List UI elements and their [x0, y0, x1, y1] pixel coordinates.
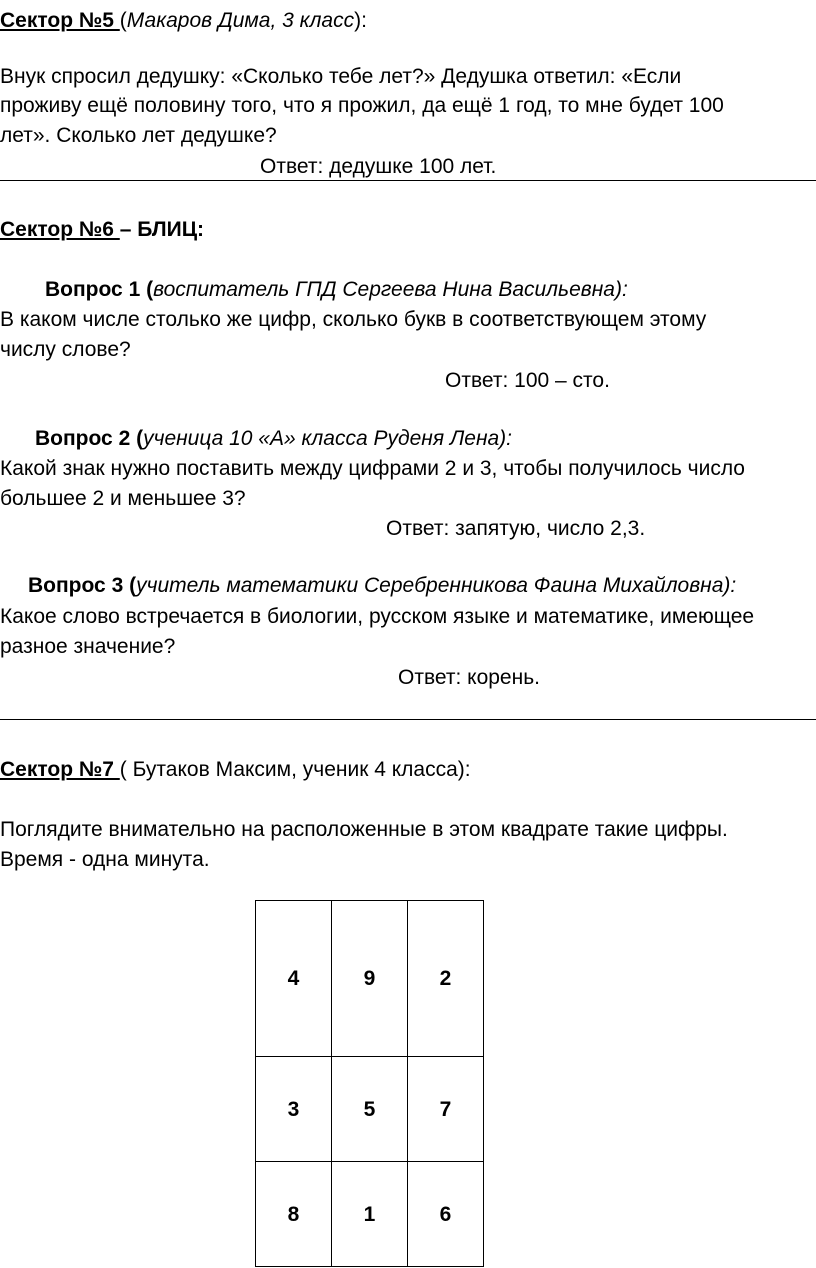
- sector6-heading-line: [0, 215, 204, 244]
- sector7-heading-line: [0, 755, 471, 784]
- question3-header: [28, 571, 736, 600]
- sector5-heading: Сектор №5: [0, 9, 120, 32]
- grid-cell: 7: [408, 1057, 484, 1162]
- sector5-heading-line: [0, 6, 367, 35]
- grid-cell: 1: [332, 1162, 408, 1267]
- question1-answer: Ответ: 100 – сто.: [445, 369, 610, 392]
- question3-label: Вопрос 3 (: [28, 574, 137, 597]
- sector7-rest: ( Бутаков Максим, ученик 4 класса):: [119, 758, 471, 781]
- question3-author: учитель математики Серебренникова Фаина Михайловна):: [136, 574, 737, 597]
- sector5-text-line: лет». Сколько лет дедушке?: [0, 124, 277, 147]
- grid-row: [256, 1057, 484, 1162]
- question3-text-line: Какое слово встречается в биологии, русском языке и математике, имеющее: [0, 605, 755, 628]
- sector5-open-paren: (: [119, 9, 127, 32]
- grid-cell: 3: [256, 1057, 332, 1162]
- grid-row: [256, 1162, 484, 1267]
- divider: [0, 180, 816, 181]
- grid-cell: 9: [332, 901, 408, 1057]
- question1-text-line: В каком числе столько же цифр, сколько букв в соответствующем этому: [0, 308, 707, 331]
- question2-header: [35, 424, 512, 453]
- sector6-heading: Сектор №6: [0, 218, 120, 241]
- sector5-answer: Ответ: дедушке 100 лет.: [260, 155, 497, 178]
- question1-author: воспитатель ГПД Сергеева Нина Васильевна):: [153, 278, 628, 301]
- grid-cell: 2: [408, 901, 484, 1057]
- question3-text-line: разное значение?: [0, 635, 176, 658]
- sector5-author: Макаров Дима, 3 класс: [126, 9, 355, 32]
- sector7-heading: Сектор №7: [0, 758, 120, 781]
- question2-answer: Ответ: запятую, число 2,3.: [386, 517, 646, 540]
- grid-cell: 8: [256, 1162, 332, 1267]
- sector7-text-line: Время - одна минута.: [0, 848, 210, 871]
- question1-header: [45, 275, 628, 304]
- question2-text-line: Какой знак нужно поставить между цифрами 2 и 3, чтобы получилось число: [0, 457, 745, 480]
- question2-text-line: большее 2 и меньшее 3?: [0, 487, 246, 510]
- sector5-text-line: Внук спросил дедушку: «Сколько тебе лет?» Дедушка ответил: «Если: [0, 65, 682, 88]
- grid-row: [256, 901, 484, 1057]
- question1-label: Вопрос 1 (: [45, 278, 154, 301]
- sector5-close: ):: [354, 9, 367, 32]
- sector5-text-line: проживу ещё половину того, что я прожил, да ещё 1 год, то мне будет 100: [0, 94, 724, 117]
- question1-text-line: числу слове?: [0, 338, 131, 361]
- question2-author: ученица 10 «А» класса Руденя Лена):: [143, 427, 513, 450]
- magic-square-grid: [255, 900, 484, 1267]
- grid-cell: 5: [332, 1057, 408, 1162]
- grid-cell: 4: [256, 901, 332, 1057]
- grid-cell: 6: [408, 1162, 484, 1267]
- sector7-text-line: Поглядите внимательно на расположенные в этом квадрате такие цифры.: [0, 818, 728, 841]
- question3-answer: Ответ: корень.: [398, 666, 540, 689]
- sector6-title: – БЛИЦ:: [119, 218, 205, 241]
- divider: [0, 719, 816, 720]
- question2-label: Вопрос 2 (: [35, 427, 144, 450]
